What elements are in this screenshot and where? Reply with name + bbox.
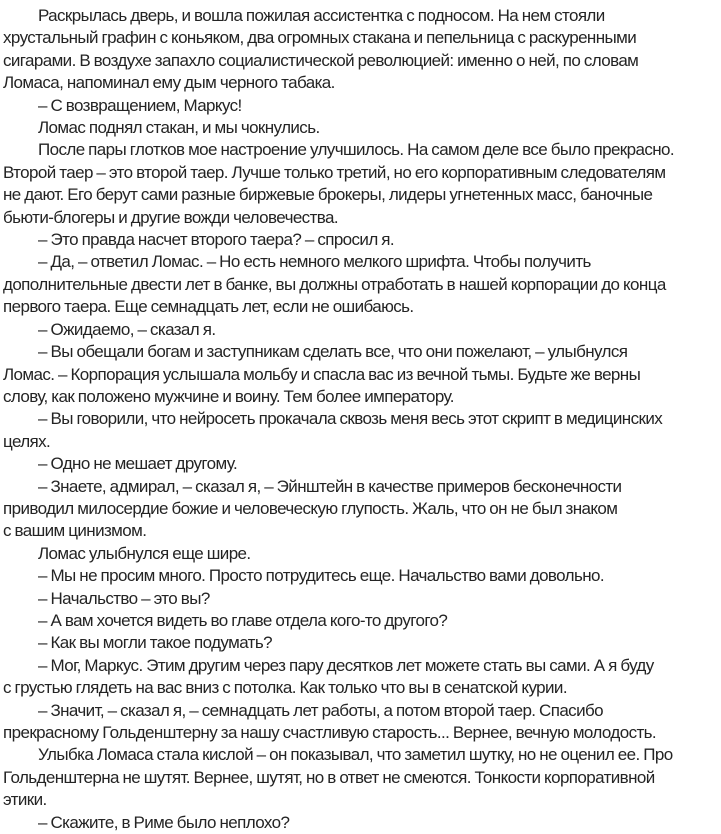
text-line: с грустью глядеть на вас вниз с потолка. Как только что вы в сенатской курии. <box>3 678 567 698</box>
text-line: хрустальный графин с коньяком, два огромных стакана и пепельница с раскуренными <box>3 28 637 48</box>
text-line: Раскрылась дверь, и вошла пожилая ассистентка с подносом. На нем стояли <box>38 6 605 25</box>
paragraph <box>3 319 711 341</box>
text-line: этики. <box>3 790 47 810</box>
text-line: не дают. Его берут сами разные биржевые брокеры, лидеры угнетенных масс, баночные <box>3 185 653 205</box>
text-line: Второй таер – это второй таер. Лучше только третий, но его корпоративным следователям <box>3 162 666 182</box>
text-line: – Мы не просим много. Просто потрудитесь еще. Начальство вами довольно. <box>38 566 604 586</box>
text-line: – Скажите, в Риме было неплохо? <box>38 812 290 832</box>
text-line: дополнительные двести лет в банке, вы должны отработать в нашей корпорации до конца <box>3 274 666 294</box>
text-line: Ломас поднял стакан, и мы чокнулись. <box>38 118 320 138</box>
paragraph <box>3 655 711 700</box>
text-line: – А вам хочется видеть во главе отдела кого-то другого? <box>38 610 448 630</box>
page-text <box>3 5 711 834</box>
paragraph <box>3 5 711 95</box>
text-line: прекрасному Гольденштерну за нашу счастливую старость... Вернее, вечную молодость. <box>3 723 657 742</box>
paragraph <box>3 139 711 229</box>
text-line: Гольденштерна не шутят. Вернее, шутят, но в ответ не смеются. Тонкости корпоративной <box>3 767 655 787</box>
paragraph <box>3 229 711 251</box>
text-line: – Знаете, адмирал, – сказал я, – Эйнштейн в качестве примеров бесконечности <box>38 476 622 496</box>
text-line: слову, как положено мужчине и воину. Тем более императору. <box>3 386 454 406</box>
paragraph <box>3 700 711 745</box>
paragraph <box>3 744 711 811</box>
paragraph <box>3 95 711 117</box>
text-line: Улыбка Ломаса стала кислой – он показывал, что заметил шутку, но не оценил ее. Про <box>38 745 673 765</box>
text-line: первого таера. Еще семнадцать лет, если не ошибаюсь. <box>3 297 414 317</box>
text-line: Ломас улыбнулся еще шире. <box>38 543 251 563</box>
text-line: После пары глотков мое настроение улучшилось. На самом деле все было прекрасно. <box>38 140 675 160</box>
text-line: – Одно не мешает другому. <box>38 454 238 474</box>
text-line: – Вы говорили, что нейросеть прокачала сквозь меня весь этот скрипт в медицинских <box>38 409 663 429</box>
text-line: Ломас. – Корпорация услышала мольбу и спасла вас из вечной тьмы. Будьте же верны <box>3 364 641 384</box>
text-line: целях. <box>3 431 51 451</box>
paragraph <box>3 565 711 587</box>
text-line: – Мог, Маркус. Этим другим через пару десятков лет можете стать вы сами. А я буду <box>38 655 654 675</box>
text-line: – Вы обещали богам и заступникам сделать все, что они пожелают, – улыбнулся <box>38 342 628 362</box>
paragraph <box>3 610 711 632</box>
paragraph <box>3 476 711 543</box>
text-line: – Как вы могли такое подумать? <box>38 633 272 653</box>
text-line: – Это правда насчет второго таера? – спросил я. <box>38 230 395 250</box>
text-line: Ломаса, напоминал ему дым черного табака. <box>3 73 335 93</box>
paragraph <box>3 408 711 453</box>
paragraph <box>3 588 711 610</box>
text-line: – С возвращением, Маркус! <box>38 95 242 115</box>
text-line: приводил милосердие божие и человеческую глупость. Жаль, что он не был знаком <box>3 498 618 518</box>
paragraph <box>3 453 711 475</box>
text-line: – Ожидаемо, – сказал я. <box>38 319 216 339</box>
paragraph <box>3 341 711 408</box>
paragraph <box>3 117 711 139</box>
text-line: сигарами. В воздухе запахло социалистической революцией: именно о ней, по словам <box>3 50 639 70</box>
text-line: бьюти-блогеры и другие вожди человечества. <box>3 207 338 227</box>
text-line: – Да, – ответил Ломас. – Но есть немного мелкого шрифта. Чтобы получить <box>38 252 591 272</box>
text-line: с вашим цинизмом. <box>3 521 147 541</box>
text-line: – Значит, – сказал я, – семнадцать лет работы, а потом второй таер. Спасибо <box>38 700 603 720</box>
paragraph <box>3 251 711 318</box>
paragraph <box>3 543 711 565</box>
paragraph <box>3 632 711 654</box>
paragraph <box>3 812 711 834</box>
text-line: – Начальство – это вы? <box>38 588 210 608</box>
